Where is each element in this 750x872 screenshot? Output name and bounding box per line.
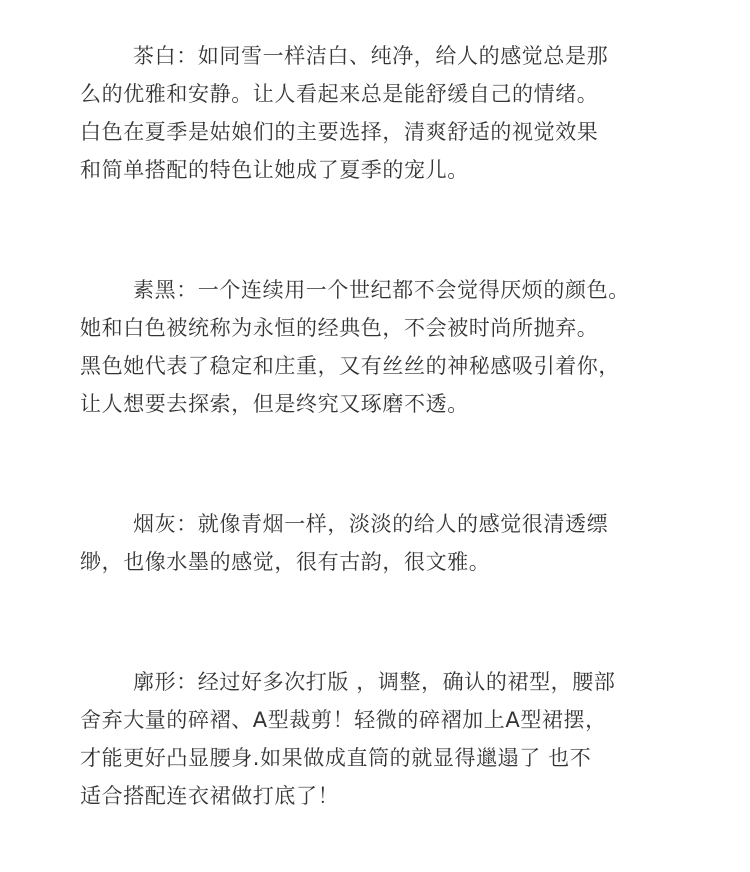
text-line: 适合搭配连衣裙做打底了！ <box>80 784 340 808</box>
text-line: 舍弃大量的碎褶、A型裁剪！轻微的碎褶加上A型裙摆， <box>80 708 607 732</box>
paragraph-smoke-gray <box>80 505 680 581</box>
text-line: 缈，也像水墨的感觉，很有古韵，很文雅。 <box>80 550 491 574</box>
text-line: 黑色她代表了稳定和庄重，又有丝丝的神秘感吸引着你， <box>80 354 620 378</box>
text-line: 才能更好凸显腰身.如果做成直筒的就显得邋遢了 也不 <box>80 746 592 770</box>
text-line: 素黑：一个连续用一个世纪都不会觉得厌烦的颜色。 <box>133 278 630 302</box>
text-line: 茶白：如同雪一样洁白、纯净，给人的感觉总是那 <box>133 44 609 68</box>
text-line: 白色在夏季是姑娘们的主要选择，清爽舒适的视觉效果 <box>80 120 599 144</box>
text-line: 她和白色被统称为永恒的经典色，不会被时尚所抛弃。 <box>80 316 599 340</box>
paragraph-silhouette <box>80 663 680 815</box>
text-line: 和简单搭配的特色让她成了夏季的宠儿。 <box>80 158 469 182</box>
paragraph-plain-black <box>80 271 680 423</box>
text-line: 廓形：经过好多次打版 ，调整，确认的裙型，腰部 <box>133 670 616 694</box>
text-line: 烟灰：就像青烟一样，淡淡的给人的感觉很清透缥 <box>133 512 609 536</box>
paragraph-tea-white <box>80 37 680 189</box>
text-line: 让人想要去探索，但是终究又琢磨不透。 <box>80 392 469 416</box>
text-line: 么的优雅和安静。让人看起来总是能舒缓自己的情绪。 <box>80 82 599 106</box>
